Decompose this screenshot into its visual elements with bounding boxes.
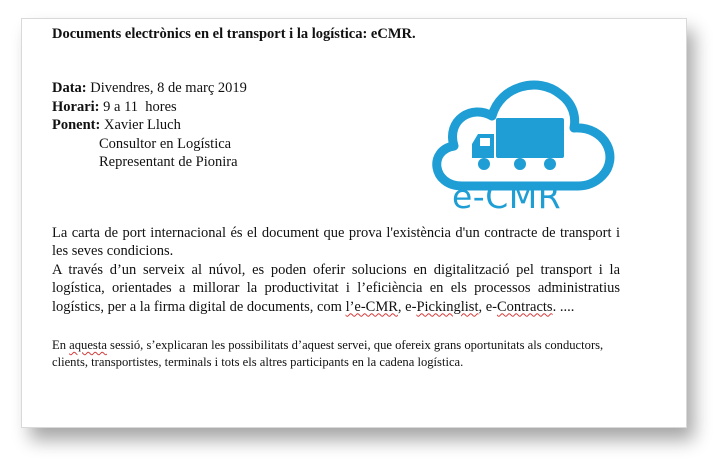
speaker-role-1: Consultor en Logística bbox=[99, 135, 232, 152]
spellcheck-word: Contracts bbox=[497, 298, 553, 315]
speaker-row bbox=[52, 116, 247, 135]
paragraph-3: En aquesta sessió, s’explicaran les possibilitats d’aquest servei, que ofereix grans oportunitats als conductors, clients, transportistes, terminals i tots els altres participants en la cadena logística. bbox=[52, 338, 604, 369]
spellcheck-word: l’e-CMR bbox=[345, 298, 398, 315]
spellcheck-word: aquesta bbox=[69, 338, 107, 352]
hours-label: Horari: bbox=[52, 98, 100, 115]
spellcheck-word: Pickinglist bbox=[416, 298, 479, 315]
paragraph-2: A través d’un serveix al núvol, es poden oferir solucions en digitalització pel transport i la logística, orientades a millorar la productivitat i l’eficiència en els processos administratius logístics, per a la firma digital de documents, com l’e-CMR, e-Pickinglist, e-Contracts. .... bbox=[52, 261, 620, 315]
body-text-main bbox=[52, 224, 620, 316]
document-title: Documents electrònics en el transport i la logística: eCMR. bbox=[52, 26, 416, 42]
event-info bbox=[52, 79, 247, 172]
speaker-label: Ponent: bbox=[52, 117, 101, 133]
date-label: Data: bbox=[52, 80, 87, 96]
paragraph-1: La carta de port internacional és el document que prova l'existència d'un contracte de transport i les seves condicions. bbox=[52, 225, 620, 260]
date-value: Divendres, 8 de març 2019 bbox=[90, 80, 247, 96]
hours-value: 9 a 11 hores bbox=[103, 98, 177, 115]
logo-wordmark: e-CMR bbox=[452, 177, 562, 216]
date-row bbox=[52, 79, 247, 98]
speaker-name: Xavier Lluch bbox=[103, 117, 181, 133]
speaker-role-2: Representant de Pionira bbox=[99, 154, 238, 170]
truck-icon bbox=[472, 118, 564, 170]
hours-row bbox=[52, 98, 247, 117]
